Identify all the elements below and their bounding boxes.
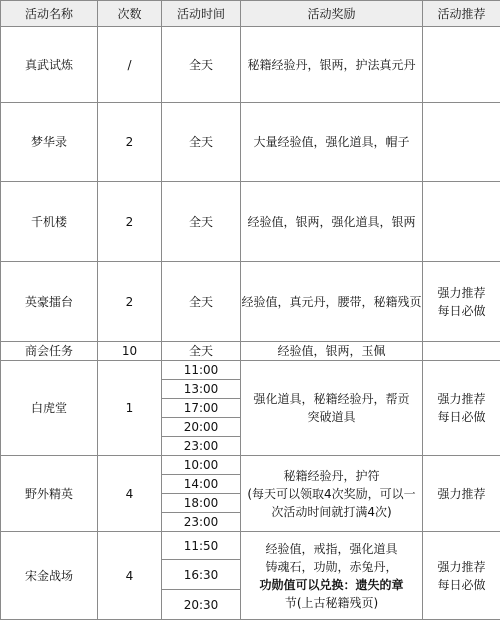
activity-time-slot: 17:00 [162,399,241,418]
activity-name: 白虎堂 [1,361,98,456]
table-row [1,103,500,182]
reward-line: (每天可以领取4次奖励，可以一 [245,485,418,503]
table-row [1,182,500,262]
activity-name: 商会任务 [1,342,98,361]
activity-count: 2 [98,103,162,182]
reward-line-highlight: 功勋值可以兑换：遗失的章 [245,576,418,594]
activity-recommend [423,103,500,182]
activity-time-slot: 18:00 [162,494,241,513]
activity-reward: 大量经验值，强化道具，帽子 [241,103,423,182]
header-count: 次数 [98,1,162,27]
activity-recommend: 强力推荐 [423,456,500,532]
activity-time-slot: 23:00 [162,437,241,456]
table-row [1,262,500,342]
activity-reward: 经验值，真元丹，腰带，秘籍残页 [241,262,423,342]
activity-time: 全天 [162,27,241,103]
reward-line: 节(上古秘籍残页) [245,594,418,612]
activity-count: / [98,27,162,103]
activity-time: 全天 [162,262,241,342]
activity-name: 真武试炼 [1,27,98,103]
reward-line: 强化道具，秘籍经验丹，帮贡 [245,390,418,408]
recommend-line: 强力推荐 [423,284,500,302]
table-row [1,27,500,103]
recommend-line: 强力推荐 [423,390,500,408]
activity-name: 千机楼 [1,182,98,262]
reward-line: 经验值，戒指，强化道具 [245,540,418,558]
activity-count: 2 [98,262,162,342]
header-recommend: 活动推荐 [423,1,500,27]
reward-line: 突破道具 [245,408,418,426]
header-time: 活动时间 [162,1,241,27]
recommend-line: 强力推荐 [423,558,500,576]
table-row [1,342,500,361]
header-reward: 活动奖励 [241,1,423,27]
activity-count: 4 [98,532,162,620]
activity-name: 梦华录 [1,103,98,182]
activity-time-slot: 20:30 [162,590,241,620]
activity-reward [241,456,423,532]
activity-time-slot: 11:00 [162,361,241,380]
activity-recommend [423,262,500,342]
activity-name: 野外精英 [1,456,98,532]
activity-time: 全天 [162,182,241,262]
activity-name: 英豪擂台 [1,262,98,342]
activity-recommend [423,182,500,262]
activity-time-slot: 20:00 [162,418,241,437]
activity-time-slot: 14:00 [162,475,241,494]
reward-line: 铸魂石，功勋，赤兔丹， [245,558,418,576]
activity-reward [241,361,423,456]
activity-time-slot: 10:00 [162,456,241,475]
table-row [1,456,500,475]
activity-count: 1 [98,361,162,456]
activity-time-slot: 11:50 [162,532,241,560]
recommend-line: 每日必做 [423,302,500,320]
activity-time: 全天 [162,103,241,182]
activity-time: 全天 [162,342,241,361]
activity-reward: 经验值，银两，玉佩 [241,342,423,361]
recommend-line: 每日必做 [423,576,500,594]
reward-line: 秘籍经验丹，护符 [245,467,418,485]
reward-line: 次活动时间就打满4次) [245,503,418,521]
activity-count: 4 [98,456,162,532]
activity-count: 2 [98,182,162,262]
activity-recommend [423,361,500,456]
activity-recommend [423,27,500,103]
activity-time-slot: 13:00 [162,380,241,399]
activity-reward [241,532,423,620]
activity-name: 宋金战场 [1,532,98,620]
activity-reward: 秘籍经验丹，银两，护法真元丹 [241,27,423,103]
activity-reward: 经验值，银两，强化道具，银两 [241,182,423,262]
activity-count: 10 [98,342,162,361]
activity-time-slot: 23:00 [162,513,241,532]
activity-time-slot: 16:30 [162,560,241,590]
header-row [1,1,500,27]
header-name: 活动名称 [1,1,98,27]
table-row [1,361,500,380]
activity-recommend [423,532,500,620]
recommend-line: 每日必做 [423,408,500,426]
table-row [1,532,500,560]
activity-recommend [423,342,500,361]
